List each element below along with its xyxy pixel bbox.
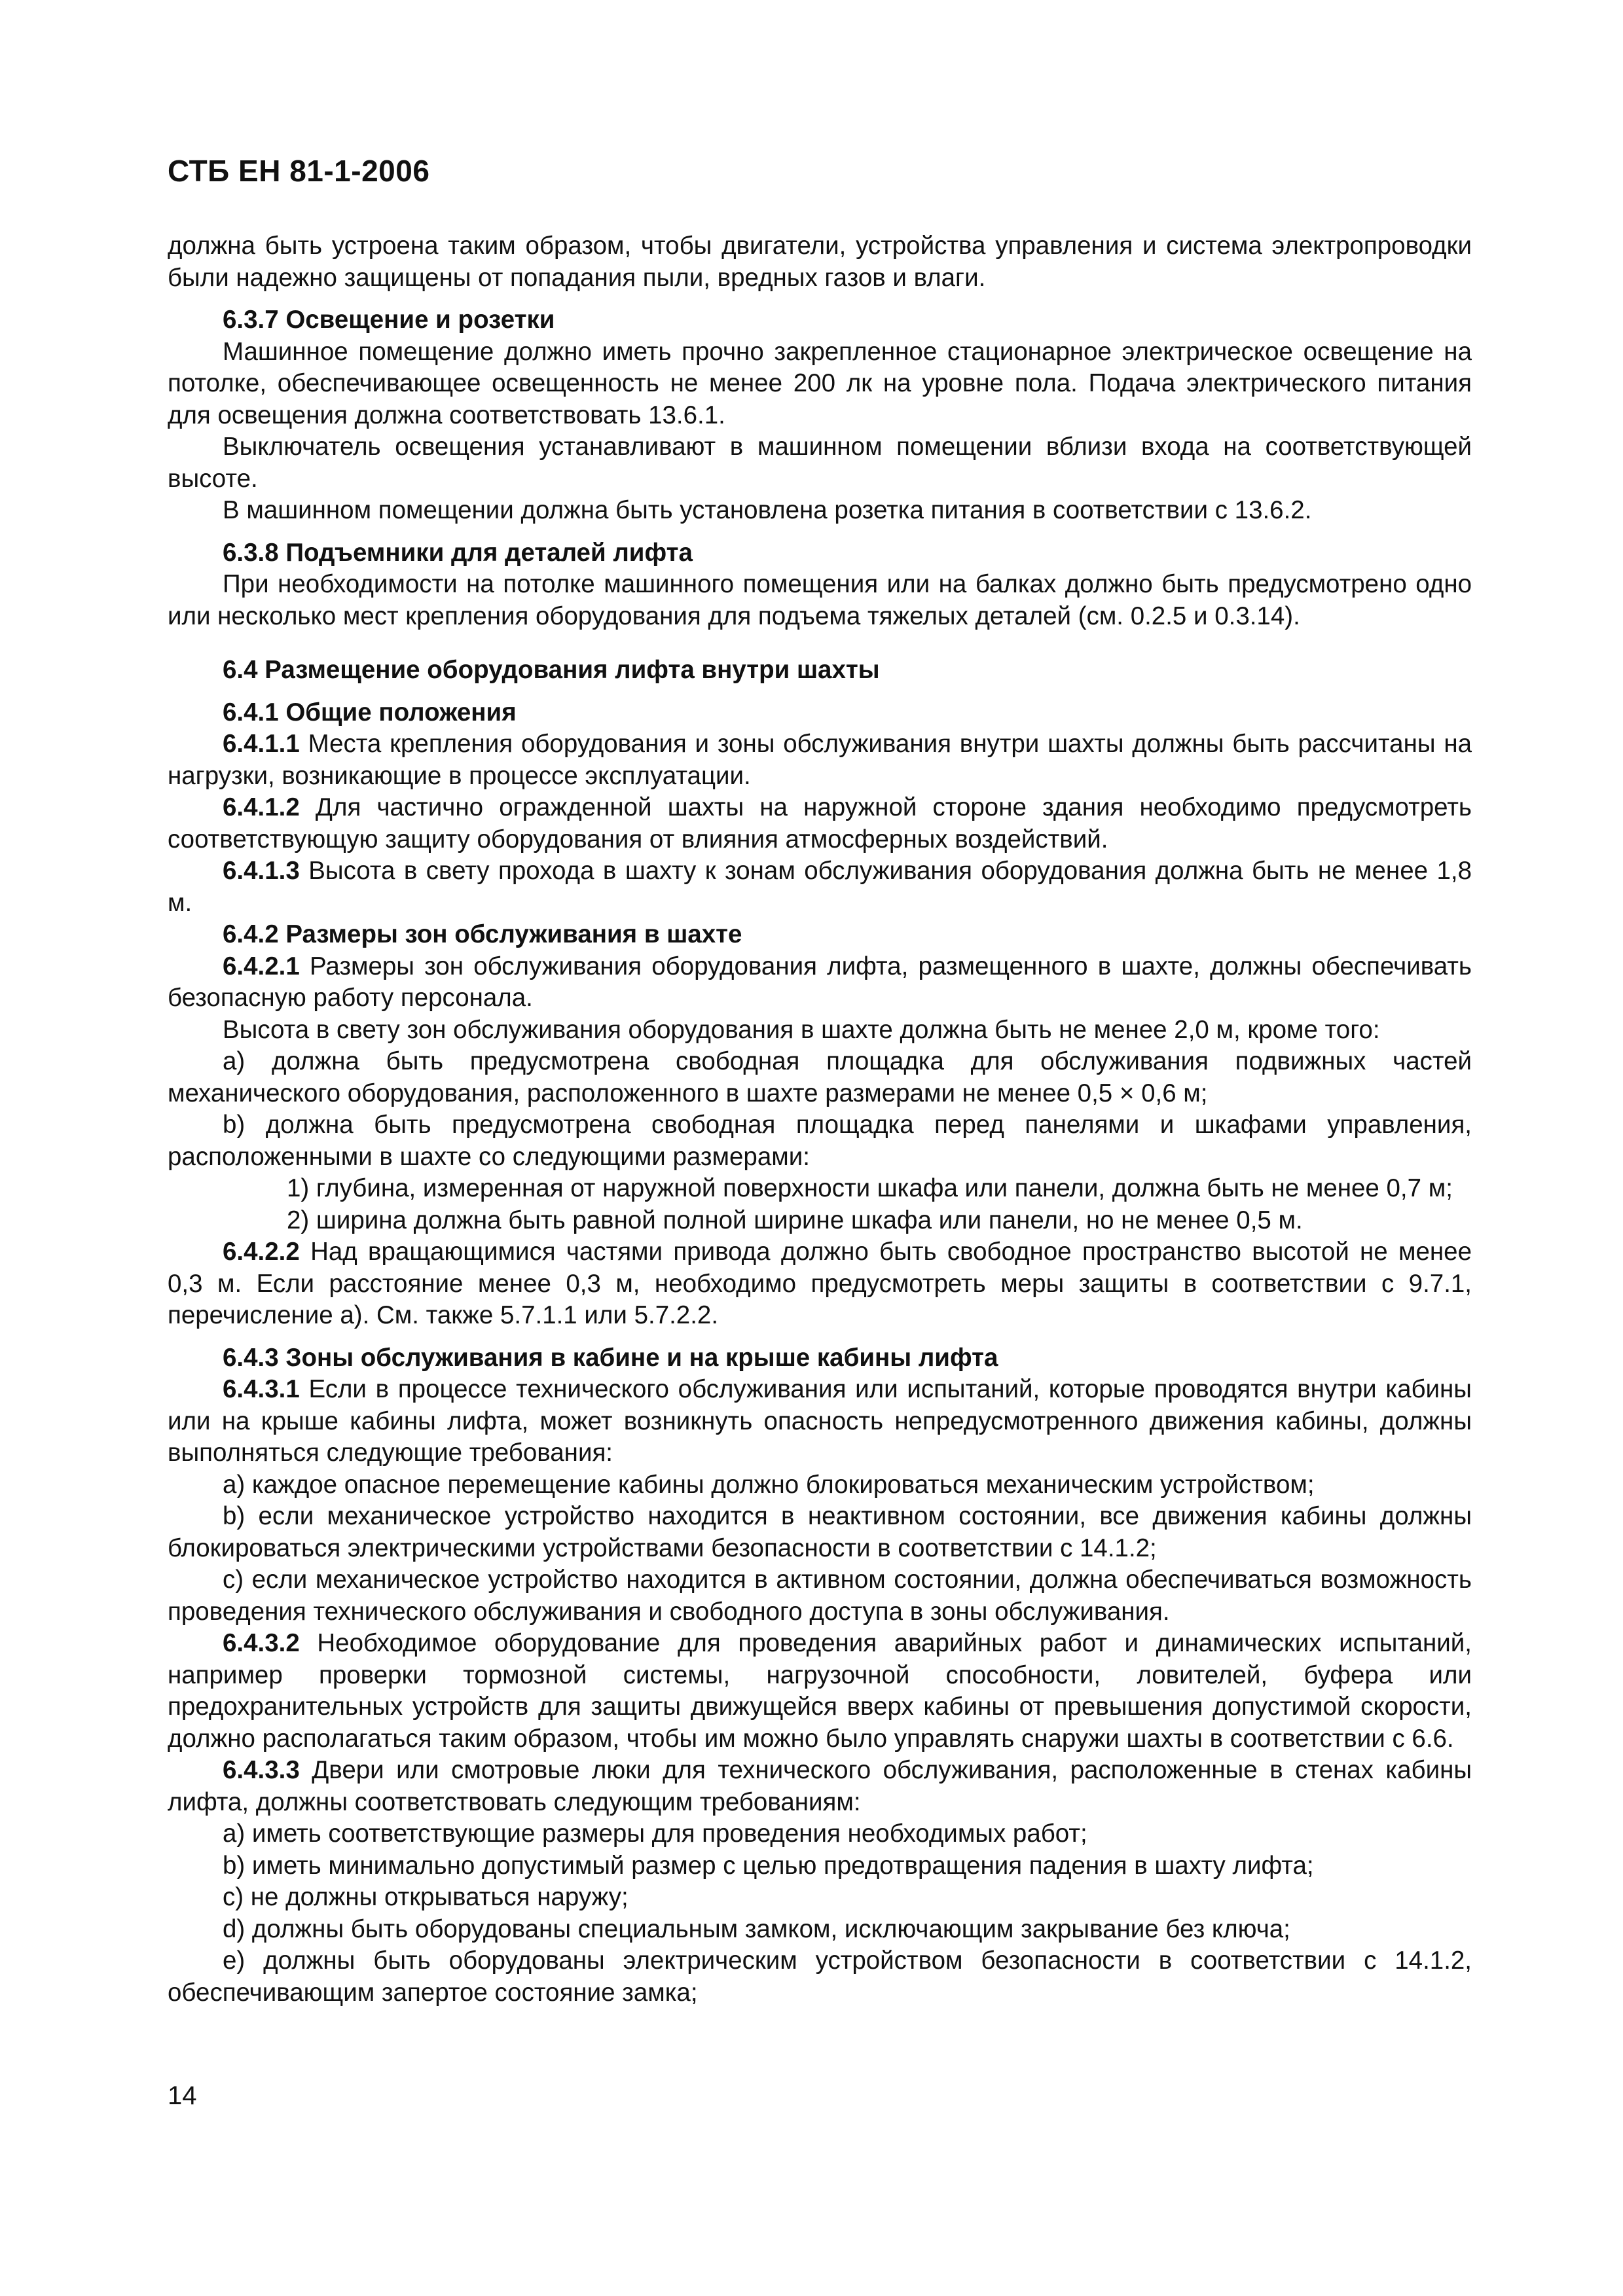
clause-paragraph <box>168 1374 1472 1469</box>
paragraph: Выключатель освещения устанавливают в машинном помещении вблизи входа на соответствующей высоте. <box>168 433 1472 493</box>
clause-paragraph <box>168 951 1472 1014</box>
clause-paragraph <box>168 1628 1472 1755</box>
list-item: d) должны быть оборудованы специальным замком, исключающим закрывание без ключа; <box>223 1914 1290 1943</box>
list-item: b) если механическое устройство находится в неактивном состоянии, все движения кабины должны блокироваться электрическими устройствами безопасности в соответствии с 14.1.2; <box>168 1502 1472 1562</box>
list-item: e) должны быть оборудованы электрическим устройством безопасности в соответствии с 14.1.2, обеспечивающим запертое состояние замка; <box>168 1946 1472 2007</box>
list-item: a) каждое опасное перемещение кабины должно блокироваться механическим устройством; <box>223 1470 1315 1499</box>
section-heading: 6.3.7 Освещение и розетки <box>223 306 555 334</box>
clause-number: 6.4.2.1 <box>223 952 300 980</box>
paragraph: Высота в свету зон обслуживания оборудования в шахте должна быть не менее 2,0 м, кроме того: <box>223 1015 1380 1044</box>
list-item: c) если механическое устройство находится в активном состоянии, должна обеспечиваться возможность проведения технического обслуживания и свободного доступа в зоны обслуживания. <box>168 1566 1472 1626</box>
section-heading: 6.4 Размещение оборудования лифта внутри шахты <box>223 656 880 684</box>
paragraph: должна быть устроена таким образом, чтобы двигатели, устройства управления и система электропроводки были надежно защищены от попадания пыли, вредных газов и влаги. <box>168 232 1472 292</box>
list-item: b) должна быть предусмотрена свободная площадка перед панелями и шкафами управления, расположенными в шахте со следующими размерами: <box>168 1111 1472 1171</box>
section-heading: 6.3.8 Подъемники для деталей лифта <box>223 538 693 567</box>
clause-text: Над вращающимися частями привода должно быть свободное пространство высотой не менее 0,3 м. Если расстояние менее 0,3 м, необходимо предусмотреть меры защиты в соответствии с 9.7.1, перечисление a). См. также 5.7.1.1 или 5.7.2.2. <box>168 1238 1472 1329</box>
clause-text: Необходимое оборудование для проведения аварийных работ и динамических испытаний, например проверки тормозной системы, нагрузочной способности, ловителей, буфера или предохранительных устройств для защиты движущейся вверх кабины от превышения допустимой скорости, должно располагаться таким образом, чтобы им можно было управлять снаружи шахты в соответствии с 6.6. <box>168 1629 1472 1753</box>
clause-paragraph <box>168 728 1472 792</box>
clause-paragraph <box>168 1755 1472 1818</box>
paragraph: Машинное помещение должно иметь прочно закрепленное стационарное электрическое освещение на потолке, обеспечивающее освещенность не менее 200 лк на уровне пола. Подача электрического питания для освещения должна соответствовать 13.6.1. <box>168 337 1472 429</box>
section-heading: 6.4.3 Зоны обслуживания в кабине и на крыше кабины лифта <box>223 1343 998 1372</box>
clause-number: 6.4.2.2 <box>223 1238 300 1266</box>
list-item: a) должна быть предусмотрена свободная площадка для обслуживания подвижных частей механического оборудования, расположенного в шахте размерами не менее 0,5 × 0,6 м; <box>168 1047 1472 1107</box>
document-header: СТБ ЕН 81-1-2006 <box>168 154 430 188</box>
clause-number: 6.4.1.1 <box>223 730 300 758</box>
clause-paragraph <box>168 855 1472 919</box>
list-item: a) иметь соответствующие размеры для проведения необходимых работ; <box>223 1820 1087 1848</box>
section-heading: 6.4.1 Общие положения <box>223 698 517 726</box>
list-item: c) не должны открываться наружу; <box>223 1883 629 1911</box>
clause-paragraph <box>168 1236 1472 1332</box>
list-item: b) иметь минимально допустимый размер с целью предотвращения падения в шахту лифта; <box>223 1851 1314 1880</box>
clause-text: Высота в свету прохода в шахту к зонам обслуживания оборудования должна быть не менее 1,8 м. <box>168 857 1472 917</box>
clause-text: Если в процессе технического обслуживания или испытаний, которые проводятся внутри кабины или на крыше кабины лифта, может возникнуть опасность непредусмотренного движения кабины, должны выполняться следующие требования: <box>168 1375 1472 1467</box>
section-heading: 6.4.2 Размеры зон обслуживания в шахте <box>223 920 742 948</box>
clause-number: 6.4.1.2 <box>223 793 300 821</box>
clause-paragraph <box>168 792 1472 855</box>
clause-text: Для частично огражденной шахты на наружной стороне здания необходимо предусмотреть соответствующую защиту оборудования от влияния атмосферных воздействий. <box>168 793 1472 853</box>
clause-number: 6.4.3.2 <box>223 1629 300 1657</box>
clause-number: 6.4.3.1 <box>223 1375 300 1403</box>
document-body <box>168 230 1472 2009</box>
sub-list-item: 1) глубина, измеренная от наружной поверхности шкафа или панели, должна быть не менее 0,7 м; <box>287 1174 1453 1202</box>
clause-text: Места крепления оборудования и зоны обслуживания внутри шахты должны быть рассчитаны на нагрузки, возникающие в процессе эксплуатации. <box>168 730 1472 790</box>
sub-list-item: 2) ширина должна быть равной полной ширине шкафа или панели, но не менее 0,5 м. <box>287 1206 1303 1234</box>
clause-number: 6.4.1.3 <box>223 857 300 885</box>
paragraph: В машинном помещении должна быть установлена розетка питания в соответствии с 13.6.2. <box>223 496 1312 524</box>
clause-text: Двери или смотровые люки для технического обслуживания, расположенные в стенах кабины лифта, должны соответствовать следующим требованиям: <box>168 1756 1472 1816</box>
paragraph: При необходимости на потолке машинного помещения или на балках должно быть предусмотрено одно или несколько мест крепления оборудования для подъема тяжелых деталей (см. 0.2.5 и 0.3.14). <box>168 570 1472 630</box>
clause-number: 6.4.3.3 <box>223 1756 300 1784</box>
clause-text: Размеры зон обслуживания оборудования лифта, размещенного в шахте, должны обеспечивать безопасную работу персонала. <box>168 952 1472 1012</box>
page-number: 14 <box>168 2081 197 2110</box>
